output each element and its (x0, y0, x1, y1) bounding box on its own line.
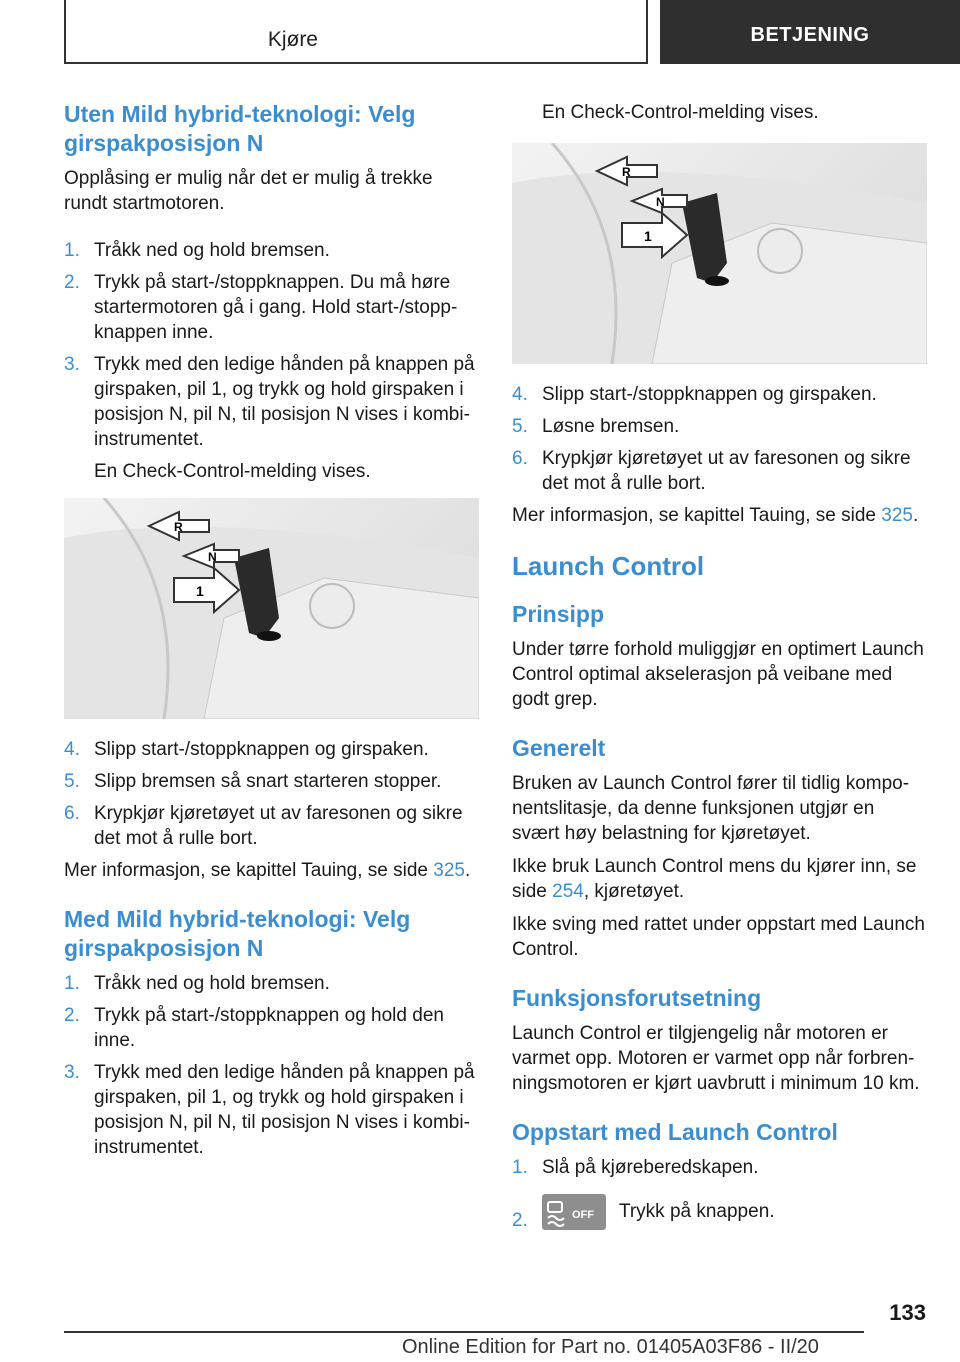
gear-selector-illustration (64, 498, 479, 719)
footer-divider (64, 1331, 864, 1333)
list-item: 5. Slipp bremsen så snart starteren stopper. (64, 771, 442, 792)
heading-without-mild-hybrid: Uten Mild hybrid-teknologi: Velg girspakposisjon N (64, 101, 416, 156)
check-control-message: En Check-Control-melding vises. (94, 461, 371, 482)
general-paragraph-2: Ikke bruk Launch Control mens du kjører inn, se side 254, kjøretøyet. (512, 856, 917, 902)
heading-with-mild-hybrid: Med Mild hybrid-teknologi: Velg girspakposisjon N (64, 906, 411, 961)
svg-text:R: R (174, 520, 183, 534)
heading-launch-control: Launch Control (512, 551, 705, 581)
list-item: 3. Trykk med den ledige hånden på knappen på girspaken, pil 1, og trykk og hold girspaken i posisjon N, pil N, til posisjon N vises i kombi-instrumentet. (64, 1062, 475, 1158)
more-info-paragraph: Mer informasjon, se kapittel Tauing, se side 325. (512, 505, 919, 526)
page-link-254[interactable]: 254 (552, 881, 584, 902)
requirements-paragraph: Launch Control er tilgjengelig når motoren er varmet opp. Motoren er varmet opp når forbren-ningsmotoren er kjørt uavbrutt i minimum 10 km. (512, 1023, 920, 1094)
header-frame (64, 0, 648, 64)
heading-principle: Prinsipp (512, 601, 605, 627)
list-item: 1. Tråkk ned og hold bremsen. (64, 973, 330, 994)
list-item: 2. OFF Trykk på knappen. (512, 1194, 927, 1230)
steps-a-list (64, 238, 479, 452)
list-item: 1. Slå på kjøreberedskapen. (512, 1157, 759, 1178)
start-steps-list (512, 1155, 927, 1230)
svg-text:1: 1 (644, 228, 652, 244)
svg-text:OFF: OFF (572, 1209, 594, 1221)
heading-start-launch-control: Oppstart med Launch Control (512, 1119, 838, 1145)
list-item: 2. Trykk på start-/stoppknappen. Du må høre startermotoren gå i gang. Hold start-/stopp-knappen inne. (64, 272, 458, 343)
steps-c-list (64, 971, 479, 1160)
list-item: 6. Krypkjør kjøretøyet ut av faresonen og sikre det mot å rulle bort. (512, 448, 911, 494)
footer-edition: Online Edition for Part no. 01405A03F86 - II/20 (402, 1336, 819, 1358)
list-item: 2. Trykk på start-/stoppknappen og hold den inne. (64, 1005, 444, 1051)
page-link-325[interactable]: 325 (881, 505, 913, 526)
list-item: 3. Trykk med den ledige hånden på knappen på girspaken, pil 1, og trykk og hold girspaken i posisjon N, pil N, til posisjon N vises i kombi-instrumentet. (64, 354, 475, 450)
svg-text:N: N (656, 195, 665, 209)
principle-paragraph: Under tørre forhold muliggjør en optimert Launch Control optimal akselerasjon på veibane med godt grep. (512, 639, 924, 710)
general-paragraph-3: Ikke sving med rattet under oppstart med Launch Control. (512, 914, 925, 960)
svg-text:1: 1 (196, 583, 204, 599)
steps-b-list (64, 737, 479, 851)
page-link-325[interactable]: 325 (433, 860, 465, 881)
list-item: 1. Tråkk ned og hold bremsen. (64, 240, 330, 261)
right-column (512, 100, 927, 1237)
list-item: 6. Krypkjør kjøretøyet ut av faresonen og sikre det mot å rulle bort. (64, 803, 463, 849)
header-section-title: Kjøre (267, 28, 318, 51)
gear-selector-drawing (64, 498, 479, 719)
svg-text:N: N (208, 550, 217, 564)
svg-text:R: R (622, 165, 631, 179)
gear-selector-drawing (512, 143, 927, 364)
check-control-message: En Check-Control-melding vises. (542, 102, 819, 123)
list-item: 4. Slipp start-/stoppknappen og girspaken. (64, 739, 429, 760)
page-number: 133 (889, 1300, 926, 1325)
header-chapter-tab[interactable]: BETJENING (660, 0, 960, 64)
unlock-paragraph: Opplåsing er mulig når det er mulig å trekke rundt startmotoren. (64, 168, 433, 214)
traction-control-off-button-icon (542, 1194, 606, 1230)
heading-requirements: Funksjonsforutsetning (512, 985, 762, 1011)
heading-general: Generelt (512, 735, 606, 761)
left-column (64, 100, 479, 1167)
more-info-paragraph: Mer informasjon, se kapittel Tauing, se side 325. (64, 860, 471, 881)
list-item: 5. Løsne bremsen. (512, 416, 680, 437)
general-paragraph-1: Bruken av Launch Control fører til tidlig kompo-nentslitasje, da denne funksjonen utgjør en svært høy belastning for kjøretøyet. (512, 773, 910, 844)
list-item: 4. Slipp start-/stoppknappen og girspaken. (512, 384, 877, 405)
steps-right-list (512, 382, 927, 496)
gear-selector-illustration (512, 143, 927, 364)
